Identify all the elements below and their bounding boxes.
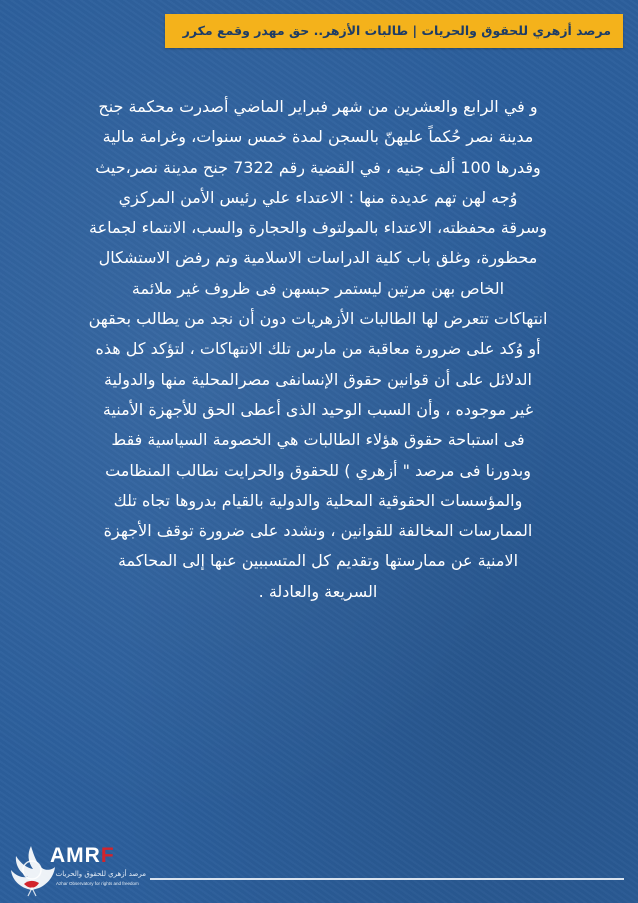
body-line: الممارسات المخالفة للقوانين ، ونشدد على ضرورة توقف الأجهزة <box>103 521 533 541</box>
body-line: الامنية عن ممارستها وتقديم كل المتسببين عنها إلى المحاكمة <box>117 551 519 571</box>
footer-divider <box>150 878 624 880</box>
body-line: فى استباحة حقوق هؤلاء الطالبات هي الخصومة السياسية فقط <box>111 430 525 450</box>
body-line: وُجه لهن تهم عديدة منها : الاعتداء علي رئيس الأمن المركزي <box>118 187 518 207</box>
body-line: وقدرها 100 ألف جنيه ، في القضية رقم 7322 جنح مدينة نصر،حيث <box>95 157 541 177</box>
logo-name-english: Azhar Observatory for rights and freedom <box>56 881 139 886</box>
body-line: السريعة والعادلة . <box>258 581 378 601</box>
logo-wordmark <box>50 844 115 868</box>
logo-name-arabic: مرصد أزهري للحقوق والحريات <box>55 870 146 878</box>
body-line: محظورة، وغلق باب كلية الدراسات الاسلامية وتم رفض الاستشكال <box>98 248 538 268</box>
body-line: الدلائل على أن قوانين حقوق الإنسانفى مصرالمحلية منها والدولية <box>104 369 532 389</box>
body-line: وسرقة محفظته، الاعتداء بالمولتوف والحجارة والسب، الانتماء لجماعة <box>89 218 547 238</box>
logo-wordmark-accent: F <box>100 844 115 867</box>
body-line: أو وُكد على ضرورة معاقبة من مارس تلك الانتهاكات ، لتؤكد كل هذه <box>95 339 541 359</box>
body-line: وبدورنا فى مرصد " أزهري ) للحقوق والحرايت نطالب المنظامت <box>105 460 531 480</box>
body-line: انتهاكات تتعرض لها الطالبات الأزهريات دون أن نجد من يطالب بحقهن <box>88 309 548 329</box>
header-bar <box>165 14 623 48</box>
page-title: مرصد أزهري للحقوق والحريات | طالبات الأزهر.. حق مهدر وقمع مكرر <box>182 23 611 38</box>
body-line: مدينة نصر حُكماً عليهنّ بالسجن لمدة خمس سنوات، وغرامة مالية <box>102 127 534 147</box>
body-paragraph <box>22 92 614 607</box>
body-line: والمؤسسات الحقوقية المحلية والدولية بالقيام بدروها تجاه تلك <box>113 490 523 510</box>
footer-logo <box>6 840 146 900</box>
body-line: و في الرابع والعشرين من شهر فبراير الماضي أصدرت محكمة جنح <box>98 97 538 116</box>
body-line: الخاص بهن مرتين ليستمر حبسهن فى ظروف غير ملائمة <box>131 278 505 298</box>
body-line: غير موجوده ، وأن السبب الوحيد الذى أعطى الحق للأجهزة الأمنية <box>102 399 534 419</box>
logo-wordmark-main: AMR <box>50 844 101 867</box>
